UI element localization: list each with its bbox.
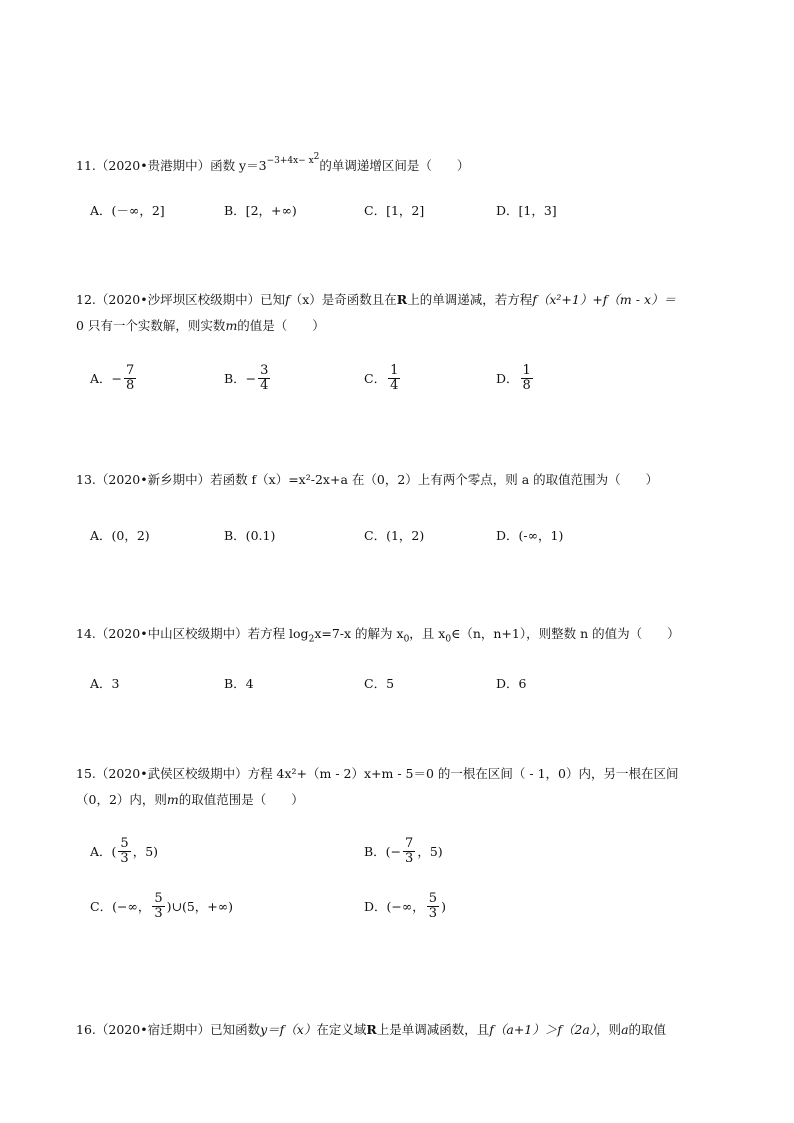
question-14: 14.（2020•中山区校级期中）若方程 $\log_2x=7-x$ 的解为 $x_0$，且 $x_0\in(n$，n+1），则整数 n 的值为（ ） [76,626,680,645]
q12-a-fraction: $\frac{7}{8}$ [126,362,135,393]
q12-line2-post: 的值是（ ） [237,318,325,333]
q14-stem-post: ∈（n，n+1），则整数 n 的值为（ ） [451,626,680,641]
q12-line2-pre: 0 只有一个实数解，则实数 [76,318,226,333]
q11-option-d[interactable]: D．[1，3] [496,203,557,218]
q15-option-b[interactable]: B．(− $\frac{7}{3}$ ，5) [364,835,443,866]
q14-option-a[interactable]: A．3 [90,676,120,691]
q16-inequality: f（a+1）＞f（2a） [489,1022,597,1037]
q15-d-fraction: $\frac{5}{3}$ [428,890,438,921]
q12-mid: 是奇函数且在 [321,292,397,307]
q12-stem-pre: 12.（2020•沙坪坝区校级期中）已知 [76,292,286,307]
q11-option-b[interactable]: B．[2，+∞) [224,203,297,218]
q16-yfx: y＝f（x） [260,1022,317,1037]
q13-option-d[interactable]: D．(-∞，1) [496,528,564,543]
q16-R: R [366,1022,377,1037]
question-15 [76,761,724,813]
q11-option-a[interactable]: A．(－∞，2] [90,203,165,218]
q13-stem: 13.（2020•新乡期中）若函数 f（x）=x²-2x+a 在（0，2）上有两个零点，则 a 的取值范围为（ ） [76,472,659,487]
q12-option-d[interactable]: D． $\frac{1}{8}$ [496,362,531,393]
q12-mid2: 上的单调递减，若方程 [407,292,533,307]
q13-option-c[interactable]: C．(1，2) [364,528,425,543]
q15-m: m [166,792,179,807]
q12-x: （x） [289,292,322,307]
q11-exponent: −3+4x− x2 [266,152,320,166]
q12-c-fraction: $\frac{1}{4}$ [390,362,399,393]
q12-f: f [285,292,290,307]
q15-line2-post: 的取值范围是（ ） [178,792,304,807]
q15-option-a[interactable]: A．( $\frac{5}{3}$ ，5) [90,835,159,866]
q15-option-c[interactable]: C．(−∞， $\frac{5}{3}$ )∪(5，+∞) [90,890,234,921]
question-16: 16.（2020•宿迁期中）已知函数y＝f（x）在定义域R上是单调减函数，且f（a+1）＞f（2a），则a的取值 [76,1022,667,1037]
q15-b-fraction: $\frac{7}{3}$ [405,835,414,866]
q14-option-d[interactable]: D．6 [496,676,527,691]
q12-option-b[interactable]: B．− $\frac{3}{4}$ [224,362,269,393]
q15-line2-pre: （0，2）内，则 [76,792,167,807]
q12-option-a[interactable]: A．− $\frac{7}{8}$ [90,362,135,393]
q12-m: m [225,318,238,333]
q15-c-fraction: $\frac{5}{3}$ [154,890,163,921]
q11-option-c[interactable]: C．[1，2] [364,203,425,218]
q14-option-c[interactable]: C．5 [364,676,395,691]
question-12 [76,287,724,339]
q14-option-b[interactable]: B．4 [224,676,254,691]
q16-stem-pre: 16.（2020•宿迁期中）已知函数 [76,1022,261,1037]
q12-option-c[interactable]: C． $\frac{1}{4}$ [364,362,399,393]
q11-stem-post: 的单调递增区间是（ ） [319,158,470,174]
question-13 [76,467,724,493]
question-11 [76,146,724,179]
q16-a: a [621,1022,629,1037]
q13-option-a[interactable]: A．(0，2) [90,528,150,543]
q12-b-fraction: $\frac{3}{4}$ [260,362,269,393]
q15-a-fraction: $\frac{5}{3}$ [120,835,129,866]
q15-line1: 15.（2020•武侯区校级期中）方程 4x²+（m - 2）x+m - 5＝0 的一根在区间（ - 1，0）内，另一根在区间 [76,766,679,781]
q12-equation: f（x²+1）+f（m - x）＝ [532,292,676,307]
q14-stem-pre: 14.（2020•中山区校级期中）若方程 log [76,626,309,641]
q12-d-fraction: $\frac{1}{8}$ [522,362,531,393]
q11-stem-pre: 11.（2020•贵港期中）函数 y＝3 [76,158,267,174]
q15-option-d[interactable]: D．(−∞， $\frac{5}{3}$ ) [364,890,446,921]
q12-R: R [396,292,408,307]
q13-option-b[interactable]: B．(0.1) [224,528,276,543]
